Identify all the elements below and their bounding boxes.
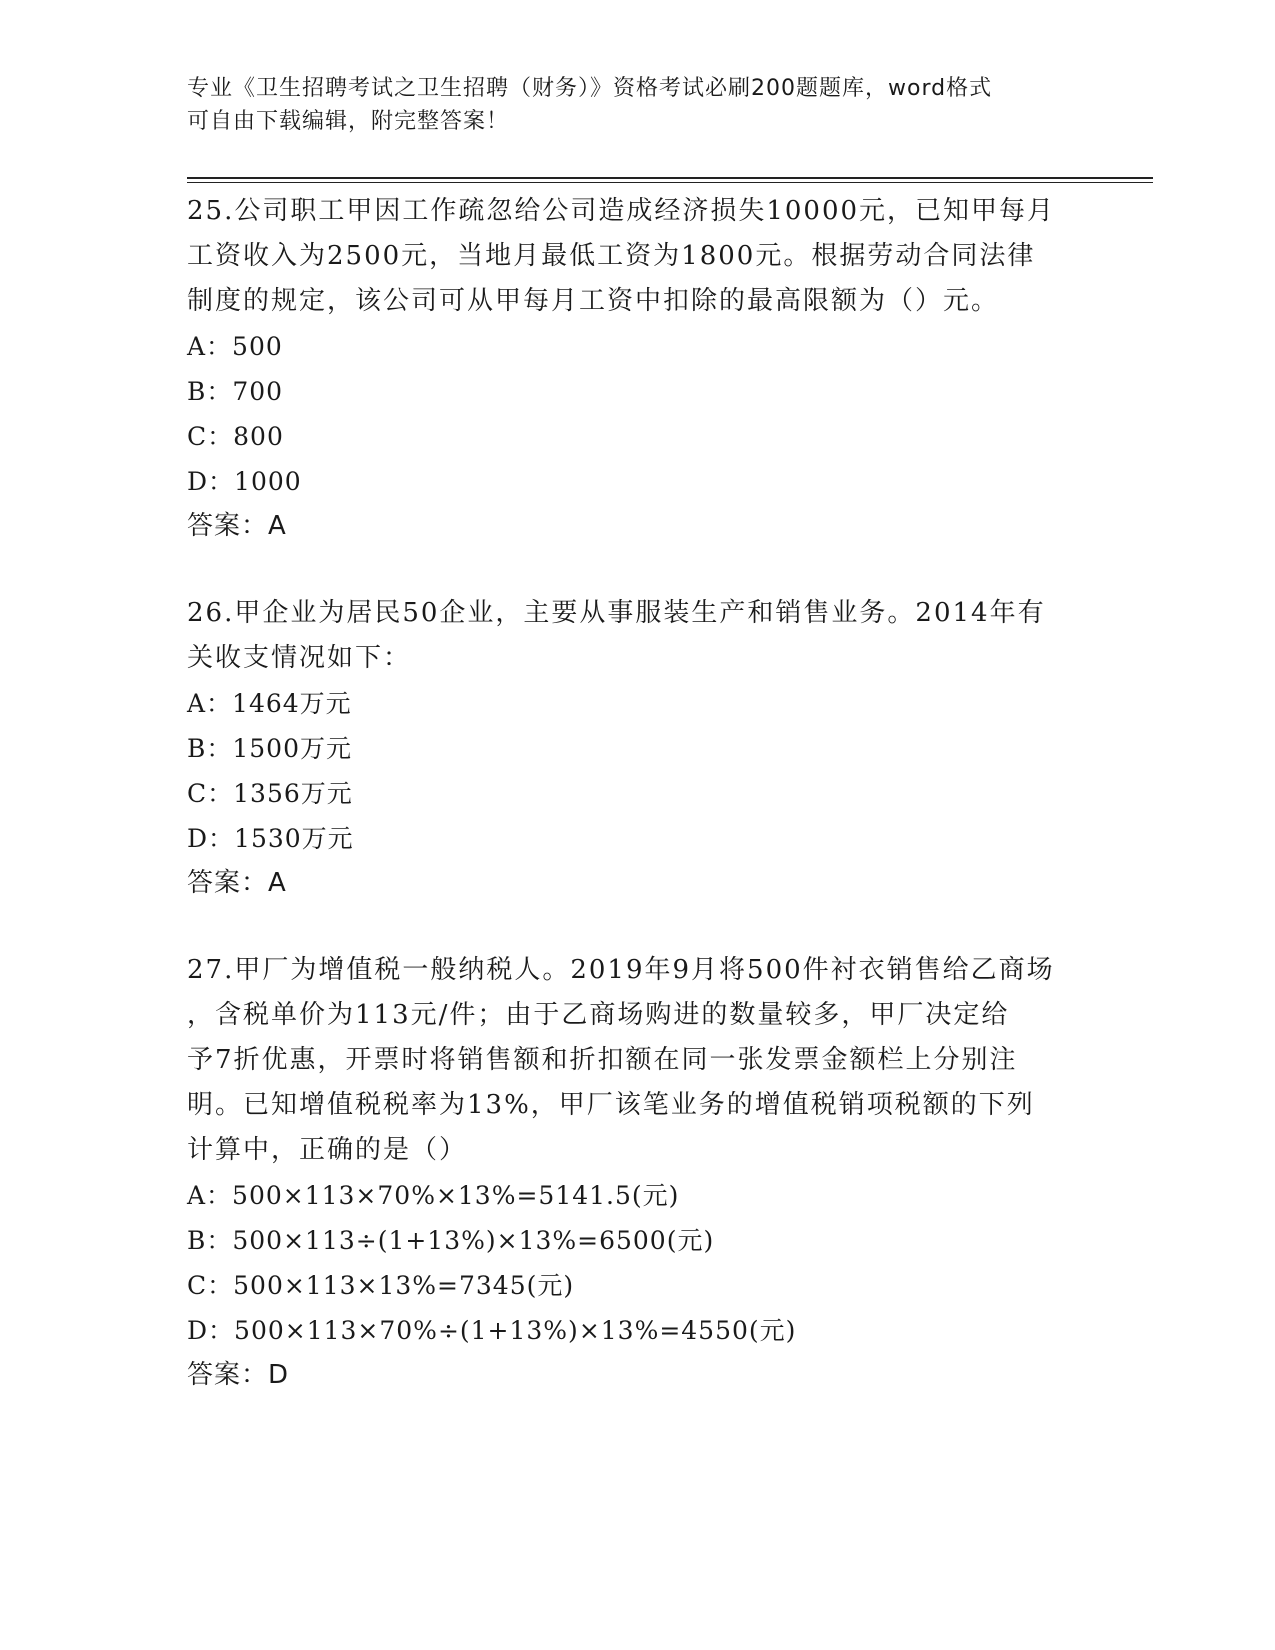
answer: 答案：A: [187, 868, 287, 898]
header-line: 可自由下载编辑，附完整答案！: [187, 109, 510, 134]
question-text-line: 工资收入为2500元，当地月最低工资为1800元。根据劳动合同法律: [187, 241, 1036, 271]
option-d: D：1530万元: [187, 824, 354, 853]
question-text-line: 予7折优惠，开票时将销售额和折扣额在同一张发票金额栏上分别注: [187, 1045, 1018, 1075]
option-a: A：1464万元: [187, 689, 352, 718]
question-text-line: 27.甲厂为增值税一般纳税人。2019年9月将500件衬衣销售给乙商场: [187, 955, 1055, 985]
question-text-line: 26.甲企业为居民50企业，主要从事服装生产和销售业务。2014年有: [187, 598, 1046, 628]
document-header: [187, 72, 1067, 138]
question-26: [187, 591, 1087, 906]
option-b: B：1500万元: [187, 734, 352, 763]
question-text-line: 制度的规定，该公司可从甲每月工资中扣除的最高限额为（）元。: [187, 286, 1000, 316]
question-text-line: ，含税单价为113元/件；由于乙商场购进的数量较多，甲厂决定给: [187, 1000, 1010, 1030]
question-text-line: 关收支情况如下：: [187, 643, 412, 673]
header-line: 专业《卫生招聘考试之卫生招聘（财务）》资格考试必刷200题题库，word格式: [187, 76, 993, 101]
option-c: C：1356万元: [187, 779, 353, 808]
answer: 答案：D: [187, 1360, 290, 1390]
question-27: [187, 948, 1087, 1398]
option-a: A：500: [187, 332, 283, 361]
header-divider-thick: [187, 177, 1153, 179]
option-b: B：500×113÷(1+13%)×13%=6500(元): [187, 1226, 715, 1255]
option-c: C：800: [187, 422, 284, 451]
option-c: C：500×113×13%=7345(元): [187, 1271, 575, 1300]
question-text-line: 计算中，正确的是（）: [187, 1135, 468, 1165]
answer: 答案：A: [187, 511, 287, 541]
option-a: A：500×113×70%×13%=5141.5(元): [187, 1181, 680, 1210]
header-divider-thin: [187, 182, 1153, 183]
option-d: D：500×113×70%÷(1+13%)×13%=4550(元): [187, 1316, 797, 1345]
question-list: [187, 189, 1087, 1440]
question-text-line: 明。已知增值税税率为13%，甲厂该笔业务的增值税销项税额的下列: [187, 1090, 1035, 1120]
option-d: D：1000: [187, 467, 302, 496]
question-25: [187, 189, 1087, 549]
option-b: B：700: [187, 377, 284, 406]
question-text-line: 25.公司职工甲因工作疏忽给公司造成经济损失10000元，已知甲每月: [187, 196, 1056, 226]
